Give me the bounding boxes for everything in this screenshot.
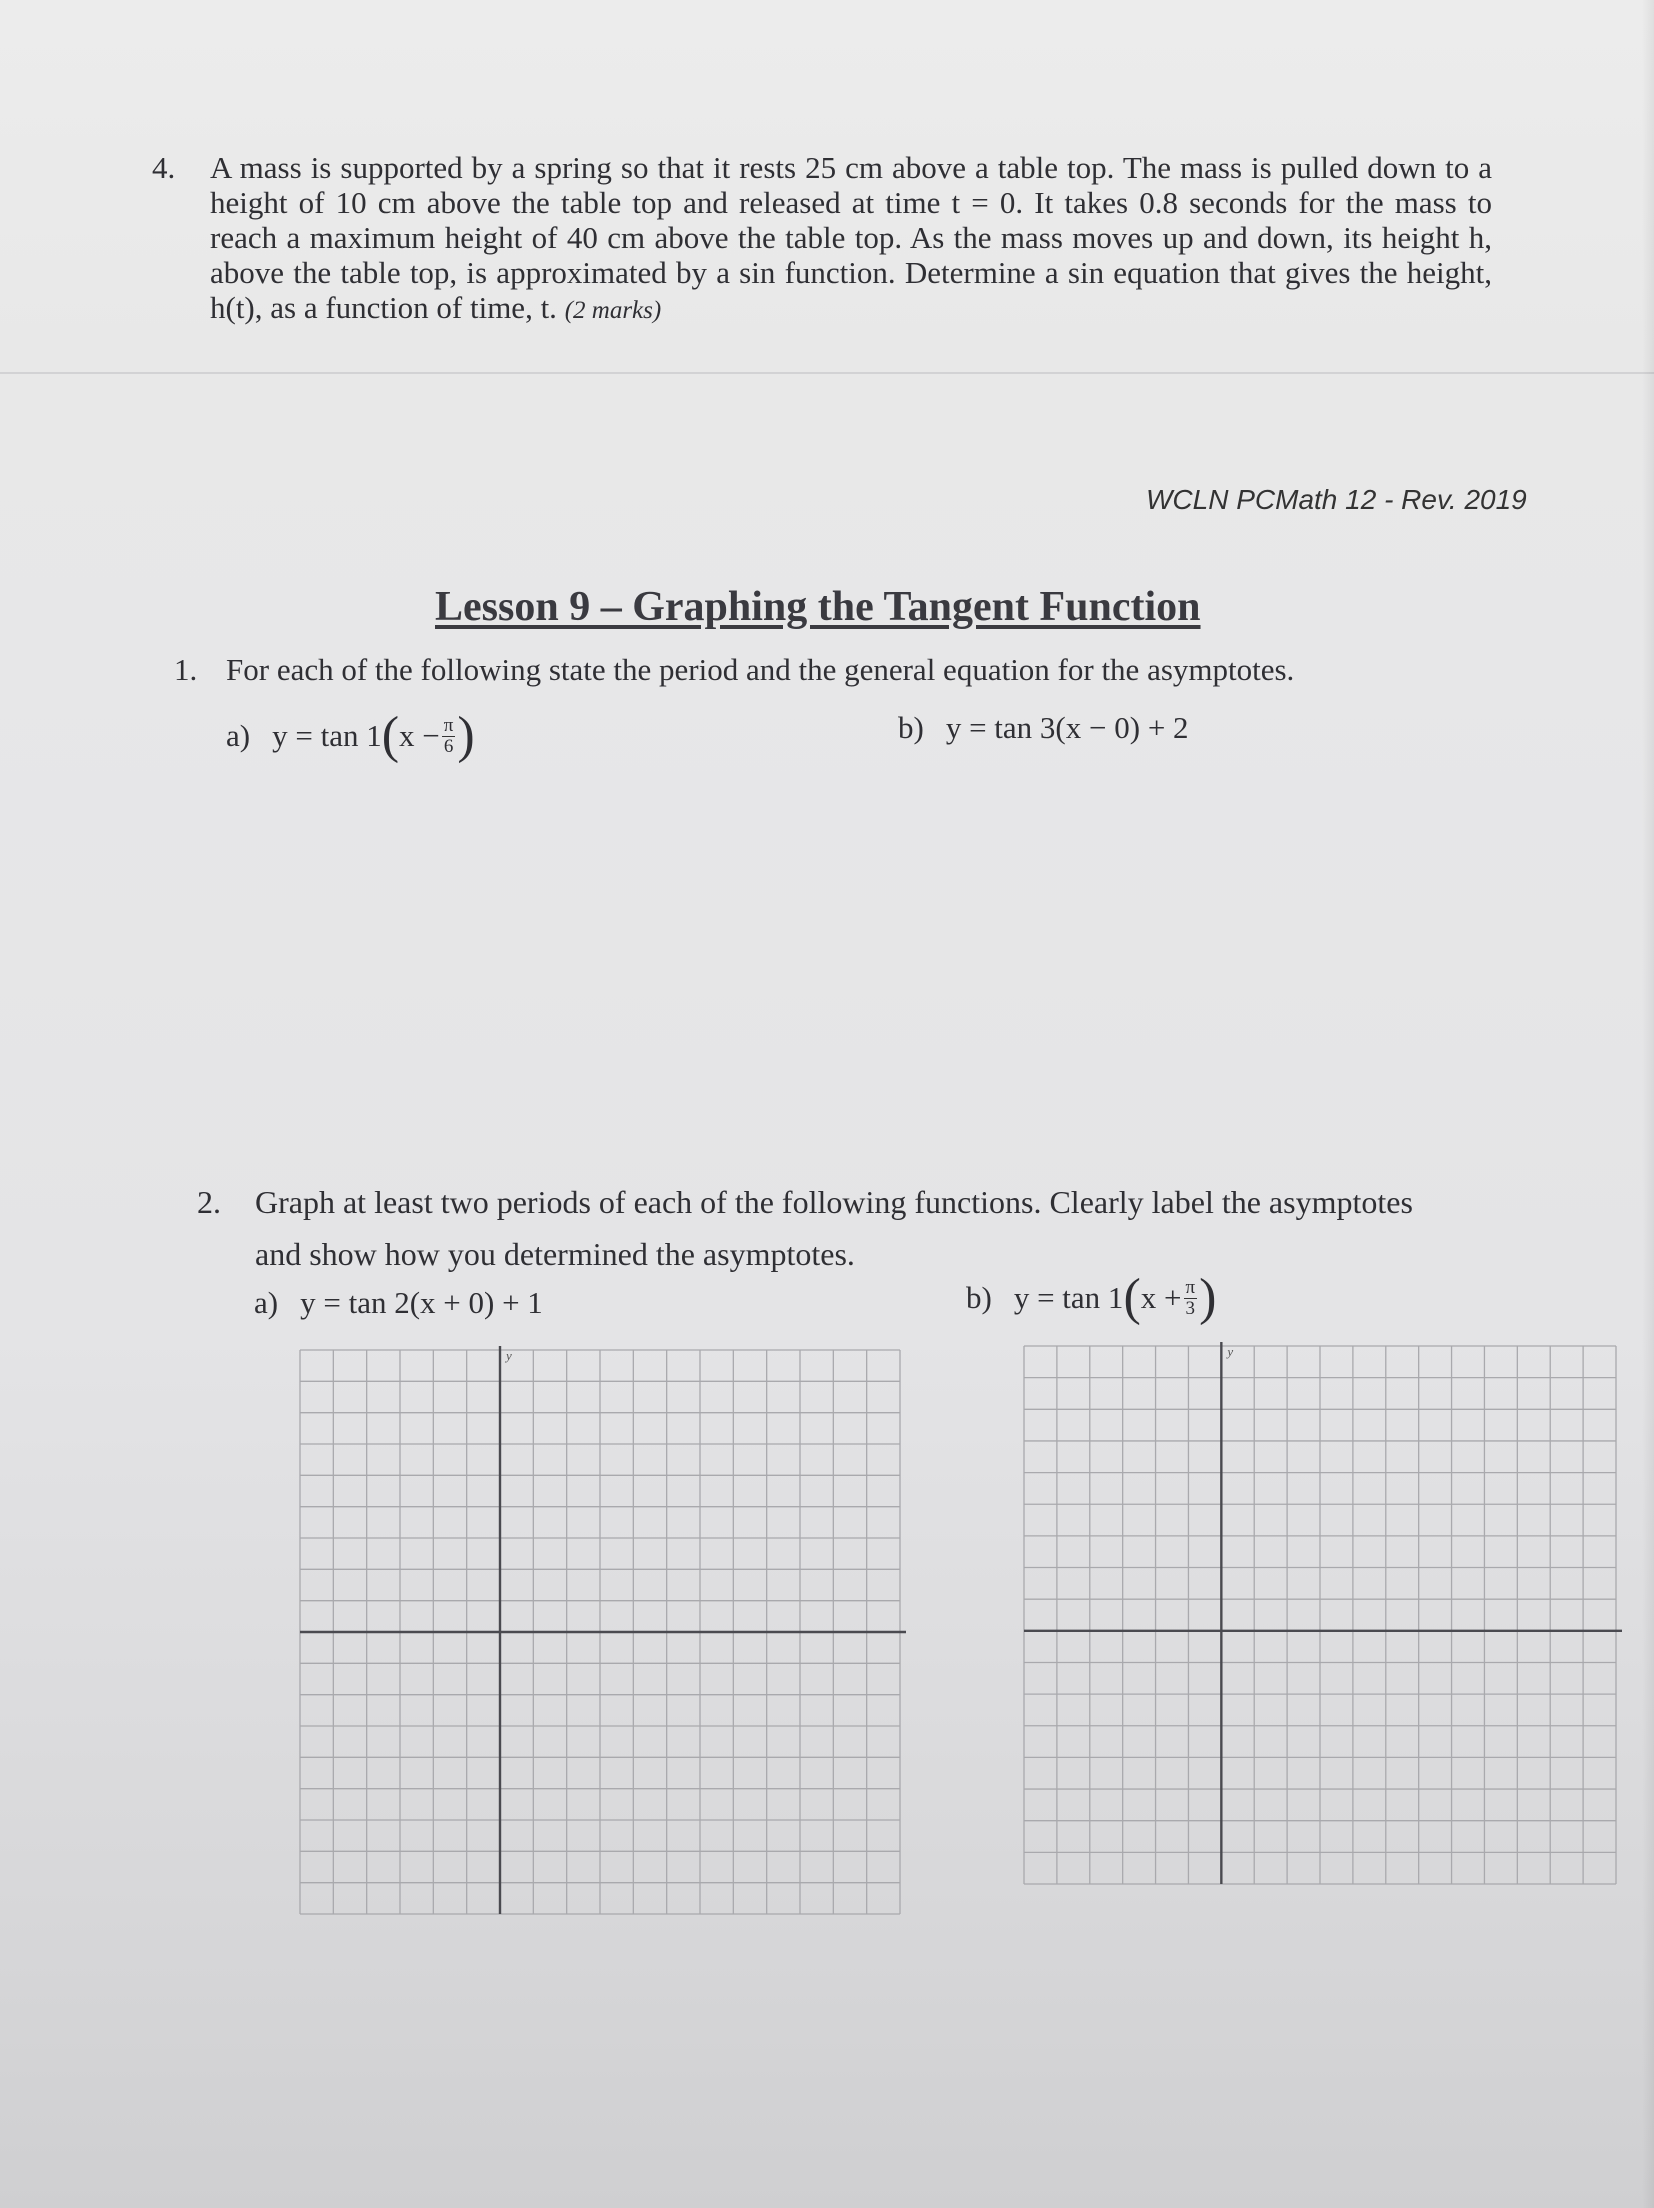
question-2b-prefix: y = tan 1 [1013,1280,1124,1315]
grid-a-y-label: y [506,1348,512,1363]
question-2 [197,1176,1577,1280]
question-4-marks: (2 marks) [564,297,662,324]
question-4-text: A mass is supported by a spring so that it rests 25 cm above a table top. The mass is pulled down to a height of 10 cm above the table top and released at time t = 0. It takes 0.8 seconds for the mass to reach a maximum height of 40 cm above the table top. As the mass moves up and down, its height h, above the table top, is approximated by a sin function. Determine a sin equation that gives the height, h(t), as a function of time, t. [210,150,1492,325]
question-1 [174,652,1294,688]
question-2a-label: a) [254,1285,279,1320]
question-2a-equation [254,1285,543,1321]
grid-a-svg [290,1340,910,1924]
question-2b-equation [966,1269,1217,1326]
close-paren: ) [1199,1269,1217,1326]
question-1-text: For each of the following state the period and the general equation for the asymptotes. [226,652,1295,687]
open-paren: ( [1123,1269,1141,1326]
fraction-numerator: π [443,714,454,736]
graph-grid-a[interactable] [290,1340,910,1924]
question-2b-inner: x + [1140,1280,1182,1315]
fraction-denominator: 3 [1185,1297,1196,1319]
fraction-numerator: π [1185,1276,1196,1298]
question-2-text-line1: Graph at least two periods of each of the following functions. Clearly label the asymptotes [255,1184,1413,1220]
question-1a-equation [226,707,475,764]
lesson-title: Lesson 9 – Graphing the Tangent Function [435,584,1201,630]
open-paren: ( [381,707,400,764]
question-4 [152,150,1492,328]
question-2-text-line2: and show how you determined the asymptotes. [255,1236,855,1272]
course-header: WCLN PCMath 12 - Rev. 2019 [1146,484,1527,515]
question-1b-label: b) [898,710,924,745]
question-1a-fraction [442,716,456,757]
close-paren: ) [457,707,475,764]
page-edge-shadow [1642,0,1654,2208]
question-2b-label: b) [966,1280,992,1315]
question-1a-label: a) [226,718,251,753]
question-1a-prefix: y = tan 1 [272,718,382,753]
question-1a-inner: x − [399,718,440,753]
question-4-number: 4. [152,150,176,185]
question-2-number: 2. [197,1184,221,1220]
question-2a-text: y = tan 2(x + 0) + 1 [300,1285,543,1320]
fraction-denominator: 6 [443,735,454,757]
question-2b-fraction [1184,1278,1198,1319]
graph-grid-b[interactable] [1014,1336,1626,1894]
grid-b-svg [1014,1336,1626,1894]
grid-b-y-label: y [1227,1344,1234,1359]
question-1-number: 1. [174,652,198,687]
question-1b-text: y = tan 3(x − 0) + 2 [945,710,1189,745]
question-1b-equation [898,710,1189,746]
